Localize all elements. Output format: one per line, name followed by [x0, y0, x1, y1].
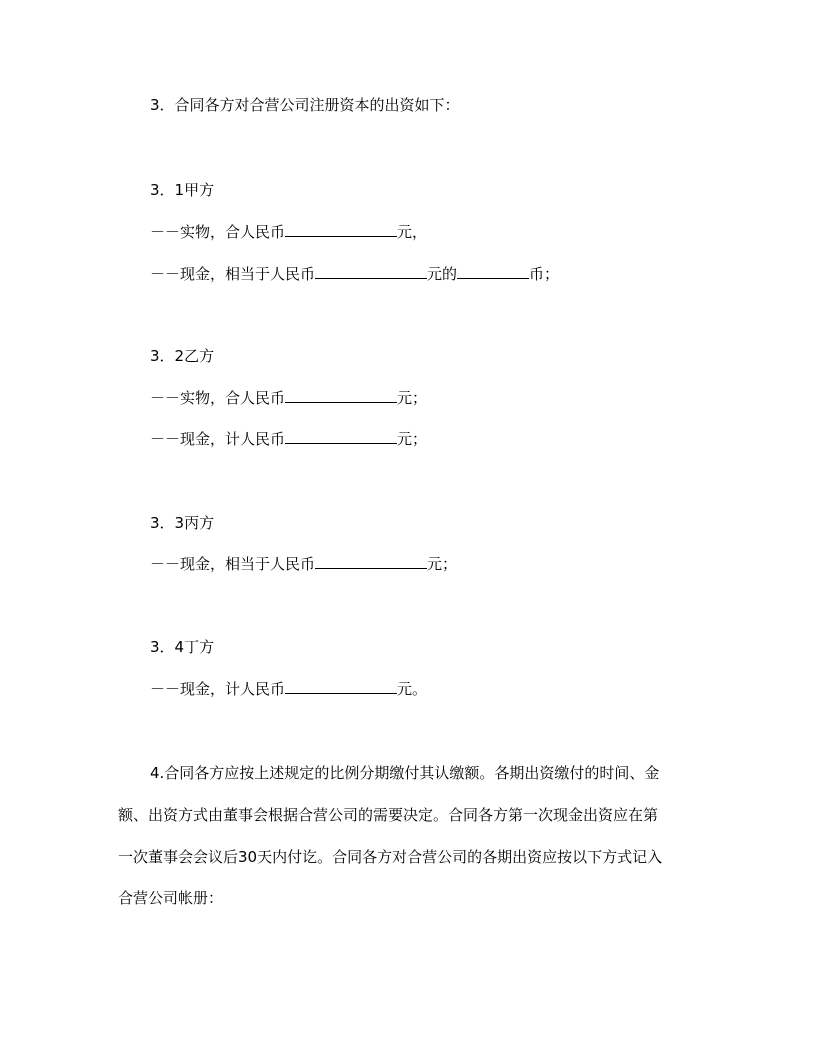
party-d-cash-label: －－现金，计人民币: [150, 680, 286, 698]
party-a-cash-label: －－现金，相当于人民币: [150, 265, 316, 283]
party-c-cash-line: [150, 554, 457, 574]
amount-blank: [315, 554, 427, 569]
clause-4-line: 额、出资方式由董事会根据合营公司的需要决定。合同各方第一次现金出资应在第: [118, 806, 659, 824]
party-c-title: 3．3丙方: [150, 514, 215, 532]
amount-blank: [285, 679, 397, 694]
clause-3-heading: 3．合同各方对合营公司注册资本的出资如下：: [150, 96, 460, 114]
amount-blank: [315, 264, 427, 279]
unit-label: 元；: [397, 389, 428, 407]
party-b-cash-line: [150, 429, 427, 449]
party-a-cash-line: [150, 264, 559, 284]
amount-blank: [285, 222, 397, 237]
party-b-in-kind-label: －－实物，合人民币: [150, 389, 286, 407]
clause-4-line: 一次董事会会议后30天内付讫。合同各方对合营公司的各期出资应按以下方式记入: [118, 848, 663, 866]
unit-label: 元；: [397, 430, 428, 448]
party-c-cash-label: －－现金，相当于人民币: [150, 555, 316, 573]
unit-label: 元，: [397, 223, 428, 241]
party-b-cash-label: －－现金，计人民币: [150, 430, 286, 448]
party-a-in-kind-label: －－实物，合人民币: [150, 223, 286, 241]
clause-4-line: 合营公司帐册：: [118, 889, 224, 907]
unit-label: 元。: [397, 680, 428, 698]
clause-4-line: 4.合同各方应按上述规定的比例分期缴付其认缴额。各期出资缴付的时间、金: [150, 764, 660, 782]
party-b-title: 3．2乙方: [150, 347, 215, 365]
party-b-in-kind-line: [150, 388, 427, 408]
party-d-cash-line: [150, 679, 427, 699]
unit-label: 元的: [427, 265, 458, 283]
party-d-title: 3．4丁方: [150, 638, 215, 656]
unit-label: 元；: [427, 555, 458, 573]
party-a-in-kind-line: [150, 222, 427, 242]
party-a-title: 3．1甲方: [150, 181, 215, 199]
currency-label: 币；: [529, 265, 560, 283]
amount-blank: [285, 388, 397, 403]
currency-blank: [457, 264, 529, 279]
amount-blank: [285, 429, 397, 444]
